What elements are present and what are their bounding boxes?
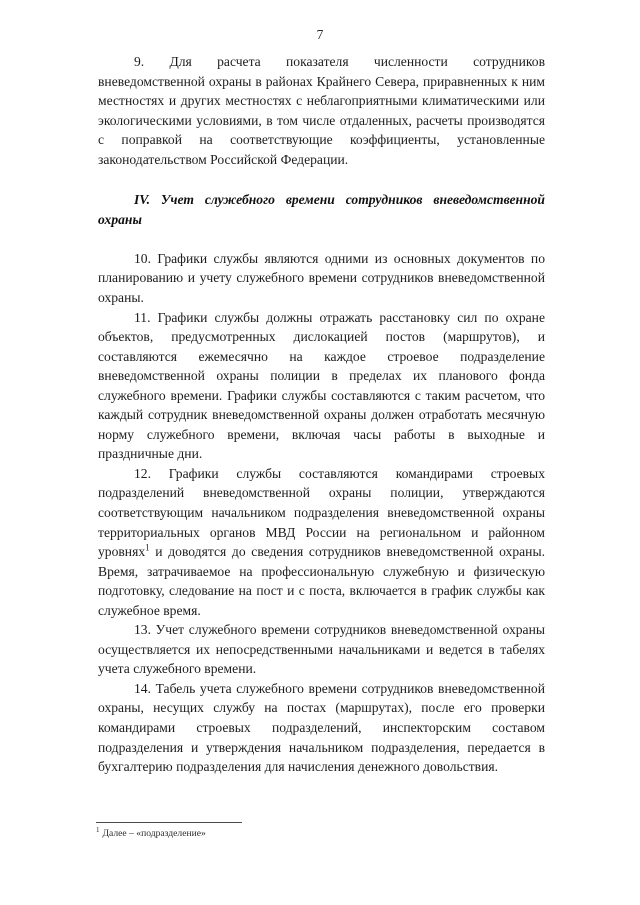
paragraph-11: 11. Графики службы должны отражать расстановку сил по охране объектов, предусмотренных дислокацией постов (маршрутов), и составляются ежемесячно на каждое строевое подразделение вневедомственной охраны полиции в пределах их планового фонда служебного времени. Графики службы составляются с таким расчетом, что каждый сотрудник вневедомственной охраны должен отработать месячную норму служебного времени, включая часы работы в выходные и праздничные дни. (98, 309, 545, 462)
footnote-reference-marker[interactable]: 1 (145, 542, 150, 553)
section-heading-iv: IV. Учет служебного времени сотрудников вневедомственной охраны (98, 192, 545, 227)
footnote-text: Далее – «подразделение» (102, 828, 206, 839)
spacer-below-heading (98, 229, 545, 249)
paragraph-13: 13. Учет служебного времени сотрудников вневедомственной охраны осуществляется их непосредственными начальниками и ведется в табелях учета служебного времени. (98, 622, 545, 677)
footnote-separator-rule (96, 822, 242, 823)
paragraph-10: 10. Графики службы являются одними из основных документов по планированию и учету служебного времени сотрудников вневедомственной охраны. (98, 250, 545, 305)
footnote-marker: 1 (96, 825, 100, 834)
page-body (98, 52, 545, 777)
paragraph-12-text-after-footnote: и доводятся до сведения сотрудников вневедомственной охраны. Время, затрачиваемое на профессиональную служебную и физическую подготовку, следование на пост и с поста, включается в график службы как служебное время. (98, 544, 545, 618)
spacer-above-heading (98, 169, 545, 190)
paragraph-12 (98, 464, 545, 620)
paragraph-14: 14. Табель учета служебного времени сотрудников вневедомственной охраны, несущих службу на постах (маршрутах), после его проверки командирами строевых подразделений, инспекторским составом подразделения и утверждения начальником подразделения, передается в бухгалтерию подразделения для начисления денежного довольствия. (98, 680, 545, 775)
footnote-area (96, 822, 543, 840)
paragraph-12-text-before-footnote: 12. Графики службы составляются командирами строевых подразделений вневедомственной охраны полиции, утверждаются соответствующим начальником подразделения вневедомственной охраны территориальных органов МВД России на региональном и районном уровнях (98, 465, 545, 560)
paragraph-9: 9. Для расчета показателя численности сотрудников вневедомственной охраны в районах Крайнего Севера, приравненных к ним местностях и других местностях с неблагоприятными климатическими или экологическими условиями, в том числе отдаленных, расчеты производятся с поправкой на соответствующие коэффициенты, установленные законодательством Российской Федерации. (98, 54, 545, 167)
page-number: 7 (316, 27, 324, 42)
footnote-entry (96, 827, 543, 840)
